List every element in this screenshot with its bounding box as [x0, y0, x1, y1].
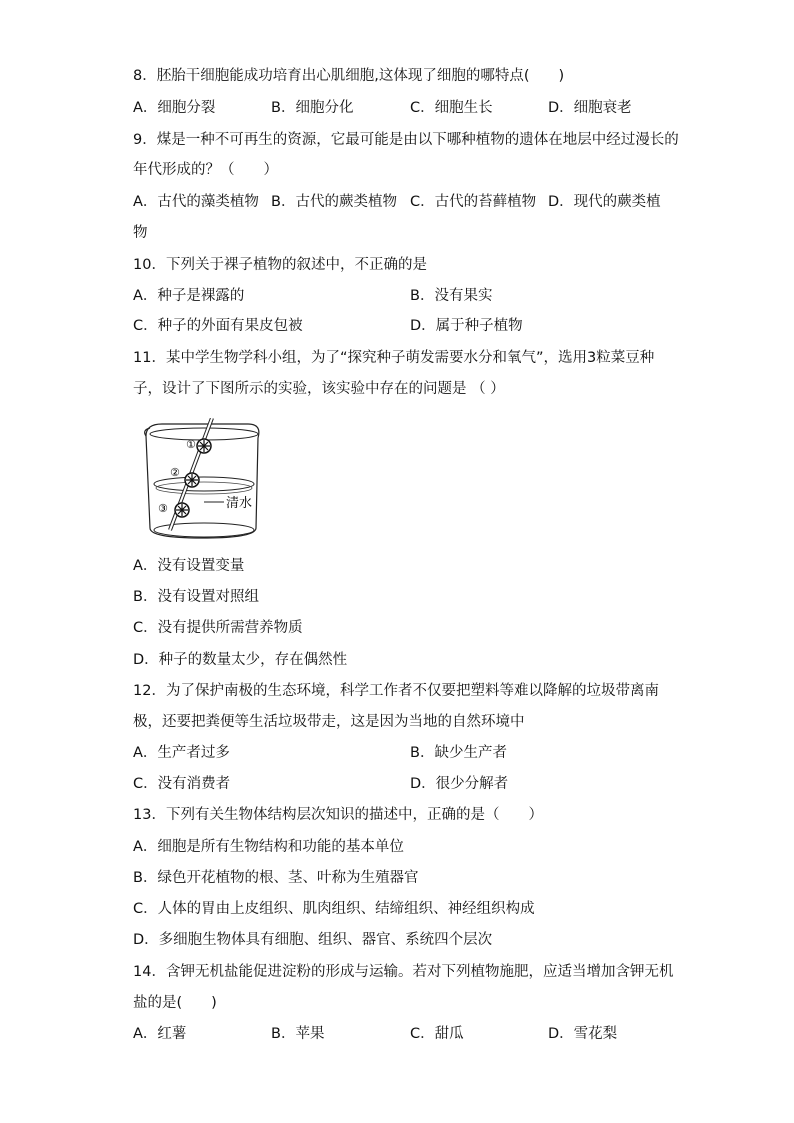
q8-option-a: A．细胞分裂: [133, 100, 216, 116]
q12-option-a: A．生产者过多: [133, 745, 230, 761]
q9-option-d: D．现代的蕨类植: [548, 194, 661, 210]
q10-option-a: A．种子是裸露的: [133, 288, 245, 304]
seed-1-icon: [197, 439, 211, 453]
q13-option-c: C．人体的胃由上皮组织、肌肉组织、结缔组织、神经组织构成: [133, 901, 535, 917]
q11-option-a: A．没有设置变量: [133, 558, 245, 574]
q14-option-a: A．红薯: [133, 1026, 187, 1042]
q11-option-b: B．没有设置对照组: [133, 589, 259, 605]
q11-stem-line1: 11．某中学生物学科小组，为了“探究种子萌发需要水分和氧气”，选用3粒菜豆种: [133, 350, 655, 366]
marker-2: ②: [170, 466, 180, 479]
q9-stem-line1: 9．煤是一种不可再生的资源，它最可能是由以下哪种植物的遗体在地层中经过漫长的: [133, 132, 679, 148]
q8-stem: 8．胚胎干细胞能成功培育出心肌细胞,这体现了细胞的哪特点( ): [133, 68, 565, 84]
q11-option-d: D．种子的数量太少，存在偶然性: [133, 652, 348, 668]
q12-option-c: C．没有消费者: [133, 776, 231, 792]
marker-3: ③: [158, 502, 168, 515]
q9-option-a: A．古代的藻类植物: [133, 194, 259, 210]
q8-option-b: B．细胞分化: [271, 100, 354, 116]
q9-option-b: B．古代的蕨类植物: [271, 194, 397, 210]
q14-stem-line2: 盐的是( ): [133, 995, 217, 1011]
q8-option-c: C．细胞生长: [410, 100, 493, 116]
q12-stem-line1: 12．为了保护南极的生态环境，科学工作者不仅要把塑料等难以降解的垃圾带离南: [133, 683, 659, 699]
q10-stem: 10．下列关于裸子植物的叙述中，不正确的是: [133, 257, 427, 273]
seed-3-icon: [175, 503, 189, 517]
q13-option-b: B．绿色开花植物的根、茎、叶称为生殖器官: [133, 870, 419, 886]
q10-option-c: C．种子的外面有果皮包被: [133, 318, 303, 334]
q14-option-d: D．雪花梨: [548, 1026, 618, 1042]
marker-1: ①: [186, 438, 196, 451]
q10-option-d: D．属于种子植物: [410, 318, 523, 334]
q12-stem-line2: 极，还要把粪便等生活垃圾带走，这是因为当地的自然环境中: [133, 714, 525, 730]
q11-option-c: C．没有提供所需营养物质: [133, 620, 303, 636]
q12-option-b: B．缺少生产者: [410, 745, 507, 761]
q9-option-d-wrap: 物: [133, 225, 148, 241]
q13-option-a: A．细胞是所有生物结构和功能的基本单位: [133, 839, 404, 855]
beaker-experiment-figure: [140, 418, 270, 542]
beaker-illustration: [140, 418, 270, 542]
q9-stem-line2: 年代形成的？（ ）: [133, 162, 278, 178]
seed-2-icon: [185, 473, 199, 487]
q14-stem-line1: 14．含钾无机盐能促进淀粉的形成与运输。若对下列植物施肥，应适当增加含钾无机: [133, 964, 674, 980]
q12-option-d: D．很少分解者: [410, 776, 509, 792]
q14-option-b: B．苹果: [271, 1026, 325, 1042]
q8-option-d: D．细胞衰老: [548, 100, 632, 116]
water-label: 清水: [226, 496, 253, 511]
q13-option-d: D．多细胞生物体具有细胞、组织、器官、系统四个层次: [133, 932, 493, 948]
q14-option-c: C．甜瓜: [410, 1026, 464, 1042]
q11-stem-line2: 子，设计了下图所示的实验，该实验中存在的问题是 （ ）: [133, 381, 505, 397]
q10-option-b: B．没有果实: [410, 288, 493, 304]
q13-stem: 13．下列有关生物体结构层次知识的描述中，正确的是（ ）: [133, 807, 543, 823]
q9-option-c: C．古代的苔藓植物: [410, 194, 537, 210]
